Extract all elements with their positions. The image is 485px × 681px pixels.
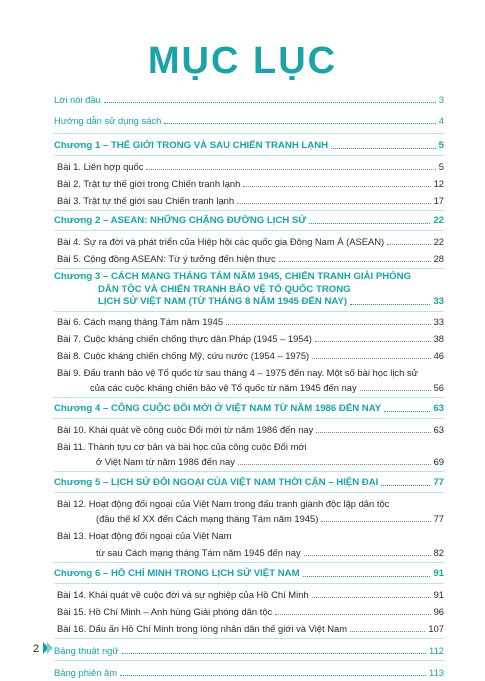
page-title: MỤC LỤC (147, 40, 338, 82)
divider (54, 155, 444, 156)
toc-lesson-3[interactable]: Bài 3. Trật tự thế giới sau Chiến tranh lạnh 17 (57, 195, 444, 206)
toc-entry-guide[interactable]: Hướng dẫn sử dụng sách 4 (54, 115, 444, 126)
toc-lesson-13-line-1[interactable]: Bài 13. Hoạt động đối ngoại của Việt Nam (57, 530, 232, 541)
toc-lesson-12-line-1[interactable]: Bài 12. Hoạt động đối ngoại của Việt Nam trong đấu tranh giành độc lập dân tộc (57, 498, 390, 509)
toc-lesson-9[interactable]: của các cuộc kháng chiến bảo vệ Tổ quốc từ năm 1945 đến nay 56 (90, 382, 444, 393)
toc-lesson-6[interactable]: Bài 6. Cách mạng tháng Tám năm 1945 33 (57, 316, 444, 327)
toc-lesson-7[interactable]: Bài 7. Cuộc kháng chiến chống thực dân Pháp (1945 – 1954) 38 (57, 333, 444, 344)
divider (54, 230, 444, 231)
toc-lesson-10[interactable]: Bài 10. Khái quát về công cuộc Đổi mới từ năm 1986 đến nay 63 (57, 424, 444, 435)
toc-chapter-6[interactable]: Chương 6 – HỒ CHÍ MINH TRONG LỊCH SỬ VIỆT NAM 91 (54, 568, 444, 579)
divider (54, 638, 444, 639)
toc-lesson-9-line-1[interactable]: Bài 9. Đấu tranh bảo vệ Tổ quốc từ sau tháng 4 – 1975 đến nay. Một số bài học lịch sử (57, 367, 418, 378)
divider (54, 210, 444, 211)
toc-chapter-1[interactable]: Chương 1 – THẾ GIỚI TRONG VÀ SAU CHIẾN TRANH LẠNH 5 (54, 140, 444, 151)
toc-chapter-3-line-1[interactable]: Chương 3 – CÁCH MẠNG THÁNG TÁM NĂM 1945, CHIẾN TRANH GIẢI PHÓNG (54, 271, 412, 282)
divider (54, 660, 444, 661)
divider (54, 397, 444, 398)
page-number: 2 (33, 643, 40, 655)
toc-lesson-4[interactable]: Bài 4. Sự ra đời và phát triển của Hiệp hội các quốc gia Đông Nam Á (ASEAN) 22 (57, 236, 444, 247)
divider (54, 133, 444, 134)
divider (54, 562, 444, 563)
toc-lesson-2[interactable]: Bài 2. Trật tự thế giới trong Chiến tranh lạnh 12 (57, 178, 444, 189)
divider (54, 268, 444, 269)
toc-lesson-13[interactable]: từ sau Cách mạng tháng Tám năm 1945 đến nay 82 (96, 547, 444, 558)
toc-entry-intro[interactable]: Lời nói đầu 3 (54, 94, 444, 105)
toc-lesson-16[interactable]: Bài 16. Dấu ấn Hồ Chí Minh trong lòng nhân dân thế giới và Việt Nam 107 (57, 623, 444, 634)
divider (54, 583, 444, 584)
toc-lesson-5[interactable]: Bài 5. Cộng đồng ASEAN: Từ ý tưởng đến hiện thực 28 (57, 253, 444, 264)
toc-entry-glossary[interactable]: Bảng thuật ngữ 112 (54, 645, 444, 656)
toc-lesson-11-line-1[interactable]: Bài 11. Thành tựu cơ bản và bài học của công cuộc Đổi mới (57, 441, 307, 452)
divider (54, 492, 444, 493)
toc-chapter-2[interactable]: Chương 2 – ASEAN: NHỮNG CHẶNG ĐƯỜNG LỊCH SỬ 22 (54, 215, 444, 226)
toc-chapter-5[interactable]: Chương 5 – LỊCH SỬ ĐỐI NGOẠI CỦA VIỆT NAM THỜI CẬN – HIỆN ĐẠI 77 (54, 477, 444, 488)
divider (54, 311, 444, 312)
toc-lesson-14[interactable]: Bài 14. Khái quát về cuộc đời và sự nghiệp của Hồ Chí Minh 91 (57, 589, 444, 600)
toc-lesson-11[interactable]: ở Việt Nam từ năm 1986 đến nay 69 (96, 456, 444, 467)
toc-chapter-4[interactable]: Chương 4 – CÔNG CUỘC ĐỔI MỚI Ở VIỆT NAM TỪ NĂM 1986 ĐẾN NAY 63 (54, 403, 444, 414)
toc-entry-transliteration[interactable]: Bảng phiên âm 113 (54, 667, 444, 678)
toc-lesson-12[interactable]: (đầu thế kỉ XX đến Cách mạng tháng Tám năm 1945) 77 (96, 513, 444, 524)
toc-chapter-3[interactable]: LỊCH SỬ VIỆT NAM (TỪ THÁNG 8 NĂM 1945 ĐẾN NAY) 33 (98, 296, 444, 307)
table-of-contents (54, 94, 444, 679)
divider (54, 418, 444, 419)
divider (54, 471, 444, 472)
toc-lesson-15[interactable]: Bài 15. Hồ Chí Minh – Anh hùng Giải phóng dân tộc 96 (57, 606, 444, 617)
chevron-right-icon (42, 641, 54, 655)
toc-lesson-8[interactable]: Bài 8. Cuộc kháng chiến chống Mỹ, cứu nước (1954 – 1975) 46 (57, 350, 444, 361)
toc-chapter-3-line-2[interactable]: DÂN TỘC VÀ CHIẾN TRANH BẢO VỆ TỔ QUỐC TRONG (98, 284, 351, 295)
toc-lesson-1[interactable]: Bài 1. Liên hợp quốc 5 (57, 161, 444, 172)
